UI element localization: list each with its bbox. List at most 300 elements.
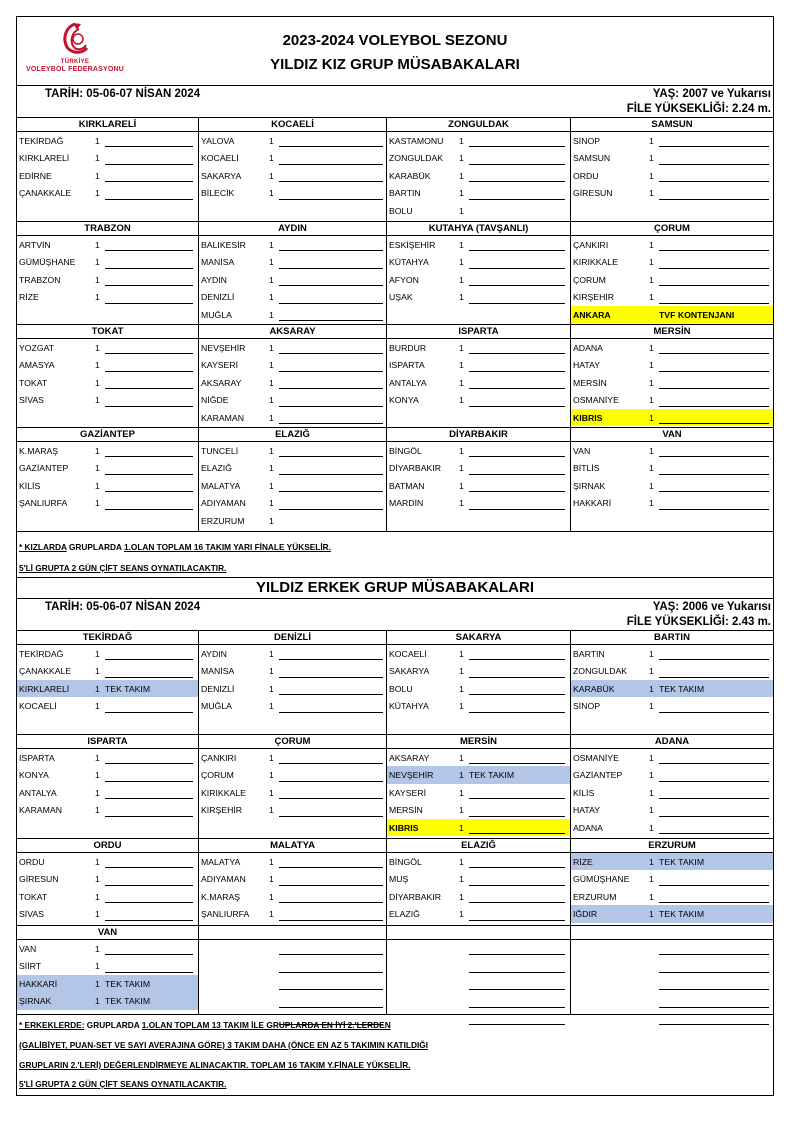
team-row [571,184,773,201]
entry-line [279,509,383,510]
group-block [199,325,387,427]
entry-line [469,677,565,678]
entry-line [469,164,565,165]
team-name: MANİSA [201,666,235,677]
team-name: ARTVİN [19,240,51,250]
team-count: 1 [95,446,100,456]
team-row [387,356,570,373]
entry-line [105,867,193,868]
team-name: BALIKESİR [201,240,246,250]
team-name: VAN [573,446,591,456]
team-row [199,149,386,166]
team-note: TEK TAKIM [105,683,151,694]
team-row [199,697,386,714]
team-row [17,905,198,922]
team-row [17,288,198,305]
entry-line [105,972,193,973]
team-row [17,271,198,288]
entry-line [105,406,193,407]
team-name: MALATYA [201,857,241,867]
team-name: ERZURUM [573,891,617,902]
team-name: MARDİN [389,498,424,509]
group-block [199,735,387,838]
team-name: TOKAT [19,377,48,388]
group-block [17,839,199,925]
team-count: 1 [269,498,274,509]
entry-line [469,798,565,799]
team-row [571,271,773,288]
team-row [571,167,773,184]
group-header: MALATYA [199,839,386,853]
team-count: 1 [95,257,100,268]
team-count: 1 [269,446,274,456]
group-header: KOCAELİ [199,118,386,132]
group-block [571,118,773,221]
entry-line [105,920,193,921]
boys-group-row [17,734,773,838]
entry-line [659,659,769,660]
boys-age: YAŞ: 2006 ve Yukarısı [652,601,771,613]
entry-line [659,712,769,713]
team-name: AMASYA [19,360,55,371]
entry-line [469,456,565,457]
team-count: 1 [95,996,100,1007]
team-name: SİNOP [573,136,601,146]
team-row [571,149,773,166]
team-row [571,749,773,766]
entry-line [469,406,565,407]
team-name: SİVAS [19,909,44,920]
team-name: ESKİŞEHİR [389,240,436,250]
team-row [17,339,198,356]
entry-line [105,816,193,817]
entry-line [279,423,383,424]
entry-line [659,146,769,147]
team-name: ZONGULDAK [573,666,628,677]
team-count: 1 [459,666,464,677]
entry-line [279,659,383,660]
team-count: 1 [269,309,274,320]
team-count: 1 [269,666,274,677]
team-count: 1 [649,787,654,798]
team-name: SİİRT [19,961,42,972]
team-row [17,645,198,662]
group-block [199,839,387,925]
team-name: KOCAELİ [19,701,57,712]
team-name: HATAY [573,360,601,371]
team-name: DENİZLİ [201,683,235,694]
team-row [387,645,570,662]
entry-line [279,902,383,903]
team-row [17,992,198,1009]
team-count: 1 [649,377,654,388]
team-name: ÇORUM [201,770,234,781]
entry-line [105,902,193,903]
team-name: EDİRNE [19,170,52,181]
entry-line [105,388,193,389]
team-count: 1 [459,274,464,285]
team-name: HAKKARİ [19,978,58,989]
team-count: 1 [649,153,654,164]
team-count: 1 [95,498,100,509]
team-name: ADIYAMAN [201,498,246,509]
team-row [571,853,773,870]
entry-line [279,677,383,678]
team-name: OSMANİYE [573,753,619,763]
team-name: TEKİRDAĞ [19,649,64,659]
group-header: BARTIN [571,631,773,645]
team-row [199,184,386,201]
team-name: ANTALYA [389,377,427,388]
team-name: ADANA [573,343,603,353]
team-count: 1 [459,909,464,920]
team-name: YALOVA [201,136,235,146]
team-name: VAN [19,944,37,954]
team-name: BİTLİS [573,463,600,474]
group-header: ISPARTA [17,735,198,749]
group-header: ELAZIĞ [387,839,570,853]
team-name: TEKİRDAĞ [19,136,64,146]
group-block [199,428,387,531]
team-row [571,306,773,323]
team-count: 1 [95,274,100,285]
team-row [571,819,773,836]
group-block [387,325,571,427]
entry-line [105,303,193,304]
team-count: 1 [269,753,274,763]
team-row [387,391,570,408]
team-name: BARTIN [573,649,605,659]
group-header: TEKİRDAĞ [17,631,198,645]
girls-note-line-2: 5'Lİ GRUPTA 2 GÜN ÇİFT SEANS OYNATILACAKTIR. [19,563,227,573]
entry-line [659,763,769,764]
team-name: KARAMAN [201,412,244,423]
team-count: 1 [459,822,464,833]
team-row [571,253,773,270]
team-count: 1 [649,446,654,456]
group-block [387,118,571,221]
team-name: YOZGAT [19,343,55,353]
team-name: SAKARYA [389,666,430,677]
group-header: AKSARAY [199,325,386,339]
girls-group-row [17,427,773,531]
entry-line [105,885,193,886]
team-row [199,680,386,697]
team-row [199,870,386,887]
team-row [571,339,773,356]
entry-line [105,659,193,660]
team-count: 1 [459,857,464,867]
entry-line [105,456,193,457]
team-name: GAZİANTEP [19,463,69,474]
team-count: 1 [95,240,100,250]
entry-line [105,353,193,354]
team-row [17,236,198,253]
team-row [199,442,386,459]
team-name: KONYA [19,770,49,781]
team-count: 1 [95,136,100,146]
team-count: 1 [95,153,100,164]
team-name: GÜMÜŞHANE [573,874,630,885]
team-row [571,766,773,783]
team-row [17,477,198,494]
team-count: 1 [649,770,654,781]
team-name: NİĞDE [201,395,229,406]
entry-line [469,371,565,372]
entry-line [659,954,769,955]
group-header: AYDIN [199,222,386,236]
entry-line [279,250,383,251]
entry-line [105,250,193,251]
team-name: KÜTAHYA [389,701,429,712]
entry-line [469,250,565,251]
team-count: 1 [649,857,654,867]
team-row [17,167,198,184]
entry-line [469,972,565,973]
team-name: AYDIN [201,274,227,285]
team-name: KIRIKKALE [573,257,618,268]
team-count: 1 [95,978,100,989]
team-count: 1 [269,343,274,353]
team-row [571,801,773,818]
boys-group-row [17,925,773,1014]
team-name: ISPARTA [389,360,425,371]
team-row [387,905,570,922]
team-name: OSMANİYE [573,395,619,406]
team-name: GÜMÜŞHANE [19,257,76,268]
team-count: 1 [95,395,100,406]
girls-net-height: FİLE YÜKSEKLİĞİ: 2.24 m. [626,103,771,115]
group-header: ERZURUM [571,839,773,853]
team-row [387,236,570,253]
entry-line [659,406,769,407]
team-row [199,801,386,818]
team-count: 1 [649,136,654,146]
entry-line [279,798,383,799]
team-name: KONYA [389,395,419,406]
team-name: BİNGÖL [389,857,422,867]
team-count: 1 [459,205,464,216]
team-row [17,975,198,992]
team-name: KARABÜK [573,683,615,694]
team-row [571,784,773,801]
team-name: KAYSERİ [389,787,427,798]
team-row [17,749,198,766]
team-note: TEK TAKIM [659,857,705,867]
entry-line [279,954,383,955]
girls-note-line-1: * KIZLARDA GRUPLARDA 1.OLAN TOPLAM 16 TAKIM YARI FİNALE YÜKSELİR. [19,542,331,552]
group-block [17,926,199,1014]
entry-line [279,388,383,389]
team-name: KIRIKKALE [201,787,246,798]
entry-line [279,146,383,147]
team-count: 1 [95,170,100,181]
team-row [571,494,773,511]
team-row [17,888,198,905]
team-row [199,477,386,494]
team-row [199,888,386,905]
team-row [571,697,773,714]
boys-note-line-3: GRUPLARIN 2.'LERİ) DEĞERLENDİRMEYE ALINACAKTIR. TOPLAM 16 TAKIM Y.FİNALE YÜKSELİR. [19,1060,411,1070]
team-count: 1 [95,787,100,798]
team-count: 1 [459,153,464,164]
team-count: 1 [459,170,464,181]
group-header: SAKARYA [387,631,570,645]
logo-text-country: TÜRKİYE [60,59,90,65]
girls-age: YAŞ: 2007 ve Yukarısı [652,88,771,100]
team-name: ŞANLIURFA [201,909,250,920]
team-row [199,766,386,783]
girls-section-title: YILDIZ KIZ GRUP MÜSABAKALARI [270,56,520,73]
team-row [387,680,570,697]
team-count: 1 [269,153,274,164]
team-row [199,940,386,957]
entry-line [279,920,383,921]
team-row [387,870,570,887]
team-row [17,940,198,957]
team-row [571,870,773,887]
team-name: RİZE [573,857,593,867]
entry-line [469,474,565,475]
team-count: 1 [649,666,654,677]
entry-line [279,285,383,286]
team-name: ŞANLIURFA [19,498,68,509]
group-block [199,926,387,1014]
entry-line [469,268,565,269]
entry-line [105,491,193,492]
group-header: SAMSUN [571,118,773,132]
season-title: 2023-2024 VOLEYBOL SEZONU [282,32,508,49]
team-row [387,477,570,494]
team-row [17,442,198,459]
entry-line [469,989,565,990]
team-note: TVF KONTENJANI [659,309,735,320]
team-count: 1 [95,292,100,303]
entry-line [105,781,193,782]
entry-line [279,181,383,182]
team-name: ŞIRNAK [573,480,606,491]
team-row [571,992,773,1009]
entry-line [469,491,565,492]
entry-line [105,146,193,147]
girls-date: TARİH: 05-06-07 NİSAN 2024 [45,88,201,100]
team-count: 1 [459,770,464,781]
team-row [199,645,386,662]
girls-group-row [17,221,773,324]
team-name: BARTIN [389,188,421,199]
group-header [387,926,570,940]
team-name: K.MARAŞ [19,446,59,456]
boys-note-line-1: * ERKEKLERDE: GRUPLARDA 1.OLAN TOPLAM 13 TAKIM İLE GRUPLARDA EN İYİ 2.'LERDEN [19,1020,391,1030]
team-count: 1 [649,395,654,406]
team-row [199,784,386,801]
team-row [17,149,198,166]
team-row [17,132,198,149]
group-block [387,926,571,1014]
boys-group-row [17,630,773,734]
team-count: 1 [269,857,274,867]
team-name: ŞIRNAK [19,996,52,1007]
team-count: 1 [649,274,654,285]
group-header: TOKAT [17,325,198,339]
team-name: BURDUR [389,343,427,353]
entry-line [279,989,383,990]
entry-line [469,659,565,660]
team-name: ELAZIĞ [389,909,420,920]
entry-line [469,920,565,921]
team-count: 1 [459,292,464,303]
team-count: 1 [269,412,274,423]
entry-line [659,199,769,200]
team-name: KİLİS [573,787,595,798]
team-row [387,149,570,166]
entry-line [105,199,193,200]
group-block [199,118,387,221]
entry-line [659,989,769,990]
team-name: GİRESUN [573,188,613,199]
team-row [199,391,386,408]
team-name: KIRKLARELİ [19,153,70,164]
entry-line [659,371,769,372]
entry-line [469,1007,565,1008]
team-row [571,957,773,974]
team-count: 1 [269,360,274,371]
entry-line [105,474,193,475]
entry-line [469,303,565,304]
team-count: 1 [95,666,100,677]
entry-line [659,677,769,678]
team-name: ISPARTA [19,753,55,763]
team-name: KOCAELİ [201,153,239,164]
team-count: 1 [269,515,274,526]
entry-line [469,388,565,389]
fixture-sheet [16,16,774,1096]
team-note: TEK TAKIM [105,996,151,1007]
team-row [387,167,570,184]
group-block [17,222,199,324]
team-name: KIRŞEHİR [573,292,615,303]
group-header: ÇORUM [571,222,773,236]
team-count: 1 [459,463,464,474]
document-header [17,17,773,85]
group-block [571,839,773,925]
team-row [387,202,570,219]
team-row [17,766,198,783]
team-name: BOLU [389,205,413,216]
team-count: 1 [95,188,100,199]
team-name: MERSİN [573,377,607,388]
group-block [571,735,773,838]
girls-info-bar [17,85,773,117]
team-name: TRABZON [19,274,61,285]
team-row [387,339,570,356]
team-count: 1 [95,961,100,972]
team-count: 1 [95,683,100,694]
team-row [199,339,386,356]
team-row [571,888,773,905]
team-row [571,940,773,957]
team-name: TUNCELİ [201,446,239,456]
team-name: ORDU [573,170,599,181]
team-row [387,253,570,270]
team-row [17,459,198,476]
entry-line [659,388,769,389]
entry-line [659,798,769,799]
team-count: 1 [459,787,464,798]
team-row [17,801,198,818]
team-row [571,374,773,391]
group-header: DENİZLİ [199,631,386,645]
